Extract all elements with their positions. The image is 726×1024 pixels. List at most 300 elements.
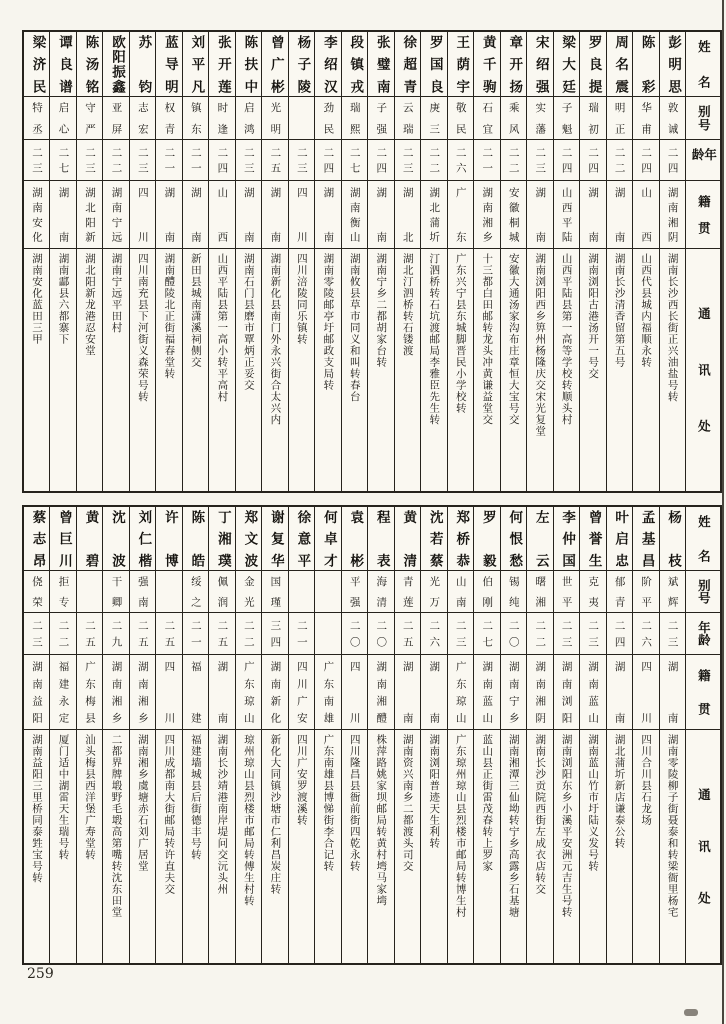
header-address-text: 通讯处 <box>696 307 712 433</box>
address-text: 四川成都南大街邮局转许直夫交 <box>163 734 176 895</box>
age-cell <box>262 612 287 654</box>
header-alias-cell <box>686 96 720 139</box>
address-cell <box>474 729 499 963</box>
name-cell <box>474 507 499 570</box>
native-text: 湖南 <box>666 661 679 723</box>
address-text: 安徽大通汤家沟布庄章恒大宝号交 <box>507 253 520 426</box>
age-text: 二二 <box>110 147 123 173</box>
alias-cell <box>580 570 605 612</box>
name-text: 陈彩 <box>638 35 655 93</box>
native-cell <box>156 180 181 248</box>
age-cell <box>209 612 234 654</box>
native-cell <box>315 180 340 248</box>
alias-cell <box>77 96 102 139</box>
alias-cell <box>395 570 420 612</box>
alias-text: 强南 <box>136 576 149 607</box>
header-age-text: 年龄 <box>696 621 712 646</box>
name-text: 陈扶中 <box>241 35 258 93</box>
native-cell <box>607 654 632 729</box>
address-cell <box>103 729 128 963</box>
person-column <box>367 32 393 491</box>
name-cell <box>77 507 102 570</box>
native-text: 湖南宁乡 <box>507 661 520 723</box>
address-text: 新化大同镇沙塘市仁利昌炭庄转 <box>269 734 282 895</box>
native-cell <box>183 180 208 248</box>
age-text: 二五 <box>163 620 176 647</box>
name-cell <box>130 32 155 96</box>
age-cell <box>395 612 420 654</box>
alias-cell <box>580 96 605 139</box>
person-column <box>447 32 473 491</box>
address-cell <box>315 729 340 963</box>
native-text: 湖南 <box>401 661 414 723</box>
age-cell <box>24 139 49 180</box>
alias-text: 青莲 <box>401 576 414 607</box>
native-text: 湖南 <box>57 187 70 242</box>
name-cell <box>421 507 446 570</box>
address-text: 湖南长沙清香留第五号 <box>613 253 626 368</box>
address-text: 湖南安化蓝田三甲 <box>30 253 43 345</box>
alias-cell <box>342 96 367 139</box>
name-text: 谭良谱 <box>55 35 72 93</box>
name-cell <box>633 507 658 570</box>
address-text: 湖南宁乡二都胡家台转 <box>375 253 388 368</box>
address-cell <box>660 248 685 491</box>
header-age-cell <box>686 612 720 654</box>
native-text: 湖南 <box>163 187 176 242</box>
alias-text: 乘风 <box>507 102 520 134</box>
address-text: 山西平陆县第一高等学校转顺头村 <box>560 253 573 426</box>
alias-cell <box>156 570 181 612</box>
header-alias-text: 别号 <box>696 105 712 131</box>
person-column <box>579 507 605 963</box>
age-text: 二〇 <box>348 620 361 647</box>
name-cell <box>368 507 393 570</box>
alias-text: 金光 <box>242 576 255 607</box>
age-text: 二三 <box>295 147 308 173</box>
native-text: 广东琼山 <box>242 661 255 723</box>
alias-text: 光万 <box>428 576 441 607</box>
address-cell <box>342 248 367 491</box>
name-text: 杨子陵 <box>294 35 311 93</box>
address-cell <box>368 729 393 963</box>
person-column <box>235 32 261 491</box>
alias-text: 锡纯 <box>507 576 520 607</box>
native-text: 山西 <box>216 187 229 242</box>
age-text: 二二 <box>242 620 255 647</box>
age-text: 二二 <box>57 620 70 647</box>
person-column <box>49 32 75 491</box>
name-text: 罗良提 <box>585 35 602 93</box>
address-text: 湖南新化县南门外永兴街合太兴内 <box>269 253 282 426</box>
person-column <box>49 507 75 963</box>
name-cell <box>289 507 314 570</box>
name-cell <box>448 507 473 570</box>
address-text: 四川合川县石龙场 <box>640 734 653 826</box>
alias-cell <box>77 570 102 612</box>
name-cell <box>607 507 632 570</box>
name-text: 梁大廷 <box>559 35 576 93</box>
native-cell <box>156 654 181 729</box>
address-cell <box>262 248 287 491</box>
alias-cell <box>183 96 208 139</box>
name-text: 杨枝 <box>665 510 682 567</box>
name-cell <box>554 507 579 570</box>
native-cell <box>395 180 420 248</box>
name-text: 段镇戎 <box>347 35 364 93</box>
address-text: 湖南益阳三里桥同泰甡宝号转 <box>30 734 43 884</box>
native-text: 湖南衡山 <box>348 187 361 242</box>
person-column <box>341 507 367 963</box>
age-text: 二一 <box>295 620 308 647</box>
person-column <box>182 32 208 491</box>
native-cell <box>236 654 261 729</box>
person-column <box>261 507 287 963</box>
native-cell <box>474 180 499 248</box>
age-cell <box>554 612 579 654</box>
name-text: 左云 <box>532 510 549 567</box>
native-cell <box>130 654 155 729</box>
native-text: 湖南湘乡 <box>481 187 494 242</box>
age-cell <box>209 139 234 180</box>
alias-cell <box>236 570 261 612</box>
native-text: 湖北 <box>401 187 414 242</box>
person-column <box>394 32 420 491</box>
name-cell <box>501 507 526 570</box>
native-cell <box>130 180 155 248</box>
age-text: 二三 <box>454 620 467 647</box>
name-text: 许博 <box>161 510 178 567</box>
age-text: 二〇 <box>507 620 520 647</box>
alias-text: 志宏 <box>136 102 149 134</box>
alias-text: 瑞熙 <box>348 102 361 134</box>
address-cell <box>421 729 446 963</box>
alias-text: 郁青 <box>613 576 626 607</box>
age-cell <box>474 139 499 180</box>
name-text: 曾巨川 <box>55 510 72 567</box>
native-cell <box>24 654 49 729</box>
alias-text: 海清 <box>375 576 388 607</box>
header-column <box>685 507 720 963</box>
native-cell <box>580 180 605 248</box>
person-column <box>526 32 552 491</box>
address-text: 湖南宁远平田村 <box>110 253 123 334</box>
alias-text: 敬民 <box>454 102 467 134</box>
address-cell <box>660 729 685 963</box>
person-column <box>129 32 155 491</box>
native-text: 湖南蓝山 <box>587 661 600 723</box>
address-text: 湖南长沙西长街正兴油盐号转 <box>666 253 679 403</box>
native-text: 湖南 <box>269 187 282 242</box>
native-cell <box>501 654 526 729</box>
address-text: 四川广安罗渡溪转 <box>295 734 308 826</box>
person-column <box>208 32 234 491</box>
address-cell <box>289 248 314 491</box>
native-cell <box>527 654 552 729</box>
name-cell <box>395 507 420 570</box>
alias-cell <box>209 570 234 612</box>
native-cell <box>421 180 446 248</box>
name-cell <box>368 32 393 96</box>
native-cell <box>660 654 685 729</box>
native-text: 湖南 <box>375 187 388 242</box>
header-native-cell <box>686 180 720 248</box>
age-text: 二一 <box>189 147 202 173</box>
age-cell <box>580 612 605 654</box>
address-cell <box>103 248 128 491</box>
age-cell <box>448 612 473 654</box>
alias-cell <box>262 570 287 612</box>
name-text: 黄清 <box>400 510 417 567</box>
age-cell <box>527 612 552 654</box>
alias-cell <box>130 96 155 139</box>
address-text: 广东兴宁县东城脚晋民小学校转 <box>454 253 467 414</box>
address-text: 湖南浏阳古港汤开一号交 <box>587 253 600 380</box>
age-text: 二四 <box>666 147 679 173</box>
name-text: 彭明思 <box>665 35 682 93</box>
name-text: 梁济民 <box>29 35 46 93</box>
person-column <box>473 507 499 963</box>
header-address-cell <box>686 729 720 963</box>
native-text: 四川广安 <box>295 661 308 723</box>
address-text: 湖南湘乡虞塘赤石刘广居堂 <box>136 734 149 872</box>
native-cell <box>501 180 526 248</box>
name-cell <box>607 32 632 96</box>
name-text: 谢复华 <box>267 510 284 567</box>
address-text: 湖南攸县草市同义和叫转春台 <box>348 253 361 403</box>
alias-text: 守严 <box>83 102 96 134</box>
age-cell <box>474 612 499 654</box>
native-cell <box>262 654 287 729</box>
age-text: 二三 <box>560 620 573 647</box>
person-column <box>659 32 685 491</box>
alias-text: 子魁 <box>560 102 573 134</box>
age-cell <box>395 139 420 180</box>
name-cell <box>183 507 208 570</box>
header-name-cell <box>686 32 720 96</box>
alias-text: 佩润 <box>216 576 229 607</box>
address-cell <box>130 729 155 963</box>
native-cell <box>236 180 261 248</box>
name-text: 宋绍强 <box>532 35 549 93</box>
address-cell <box>209 729 234 963</box>
name-cell <box>289 32 314 96</box>
directory-table-top <box>22 30 722 493</box>
age-text: 二三 <box>83 147 96 173</box>
alias-text: 克夷 <box>587 576 600 607</box>
native-text: 福建 <box>189 661 202 723</box>
name-text: 张开莲 <box>214 35 231 93</box>
age-text: 二一 <box>189 620 202 647</box>
age-cell <box>580 139 605 180</box>
name-cell <box>448 32 473 96</box>
header-age-text: 年龄 <box>690 148 718 161</box>
address-cell <box>77 248 102 491</box>
age-text: 二四 <box>322 147 335 173</box>
alias-cell <box>474 96 499 139</box>
age-text: 二四 <box>613 620 626 647</box>
name-text: 程表 <box>373 510 390 567</box>
name-cell <box>130 507 155 570</box>
age-cell <box>607 612 632 654</box>
address-text: 蓝山县正街雷茂春转上罗家 <box>481 734 494 872</box>
address-text: 广东琼州琼山县烈楼市邮局转博生村 <box>454 734 467 918</box>
native-cell <box>77 180 102 248</box>
native-text: 湖南新化 <box>269 661 282 723</box>
native-cell <box>660 180 685 248</box>
person-column <box>632 507 658 963</box>
address-cell <box>209 248 234 491</box>
alias-text: 拒专 <box>57 576 70 607</box>
name-text: 罗国良 <box>426 35 443 93</box>
address-cell <box>501 729 526 963</box>
native-cell <box>554 180 579 248</box>
alias-text: 亚屏 <box>110 102 123 134</box>
address-text: 湖南浏阳东乡小溪平安洲元吉生号转 <box>560 734 573 918</box>
address-text: 湖南零陵柳子街聂泰和转梁衙里杨宅 <box>666 734 679 918</box>
native-cell <box>209 180 234 248</box>
age-text: 二四 <box>216 147 229 173</box>
native-cell <box>395 654 420 729</box>
name-text: 何卓才 <box>320 510 337 567</box>
native-text: 湖南 <box>216 661 229 723</box>
name-text: 沈若蔡 <box>426 510 443 567</box>
name-cell <box>633 32 658 96</box>
native-cell <box>474 654 499 729</box>
alias-text: 庚三 <box>428 102 441 134</box>
address-cell <box>554 729 579 963</box>
native-cell <box>209 654 234 729</box>
name-cell <box>554 32 579 96</box>
name-cell <box>156 32 181 96</box>
age-cell <box>289 612 314 654</box>
alias-cell <box>660 96 685 139</box>
native-cell <box>368 180 393 248</box>
native-text: 四川 <box>348 661 361 723</box>
native-text: 湖北蒲圻 <box>428 187 441 242</box>
address-cell <box>262 729 287 963</box>
alias-cell <box>342 570 367 612</box>
name-cell <box>103 507 128 570</box>
alias-cell <box>50 570 75 612</box>
native-cell <box>633 180 658 248</box>
native-text: 湖南宁远 <box>110 187 123 242</box>
native-text: 湖南 <box>322 187 335 242</box>
name-cell <box>580 32 605 96</box>
alias-text: 启鸿 <box>242 102 255 134</box>
address-text: 湖南酃县六都寨下 <box>57 253 70 345</box>
alias-cell <box>24 96 49 139</box>
alias-cell <box>183 570 208 612</box>
age-text: 二三 <box>534 147 547 173</box>
alias-text: 光明 <box>269 102 282 134</box>
address-text: 新田县城南潇溪祠侧交 <box>189 253 202 368</box>
name-text: 孟基昌 <box>638 510 655 567</box>
alias-text: 侥荣 <box>30 576 43 607</box>
name-cell <box>209 32 234 96</box>
alias-text: 镇东 <box>189 102 202 134</box>
name-cell <box>262 507 287 570</box>
person-column <box>129 507 155 963</box>
person-column <box>208 507 234 963</box>
alias-text: 云瑞 <box>401 102 414 134</box>
native-text: 湖南 <box>613 187 626 242</box>
address-text: 四川南充县下河街义森荣号转 <box>136 253 149 403</box>
address-text: 十三都白田邮转龙头冲黄谦益堂交 <box>481 253 494 426</box>
alias-text: 阶平 <box>640 576 653 607</box>
alias-text: 华甫 <box>640 102 653 134</box>
name-cell <box>580 507 605 570</box>
alias-cell <box>554 96 579 139</box>
alias-cell <box>633 570 658 612</box>
native-text: 湖南湘乡 <box>110 661 123 723</box>
alias-text: 实藩 <box>534 102 547 134</box>
age-cell <box>368 612 393 654</box>
alias-text: 国瑾 <box>269 576 282 607</box>
address-text: 四川隆昌县衙前街四乾永转 <box>348 734 361 872</box>
name-text: 罗毅 <box>479 510 496 567</box>
age-cell <box>660 612 685 654</box>
name-cell <box>183 32 208 96</box>
age-text: 二七 <box>481 620 494 647</box>
person-column <box>102 507 128 963</box>
age-text: 二六 <box>428 620 441 647</box>
address-cell <box>236 248 261 491</box>
name-text: 黄碧 <box>82 510 99 567</box>
address-cell <box>395 248 420 491</box>
name-text: 何恨愁 <box>506 510 523 567</box>
native-text: 湖南湘醴 <box>375 661 388 723</box>
native-cell <box>368 654 393 729</box>
age-text: 二一 <box>481 147 494 173</box>
name-cell <box>236 507 261 570</box>
name-cell <box>660 32 685 96</box>
alias-text: 敦诚 <box>666 102 679 134</box>
alias-cell <box>130 570 155 612</box>
alias-cell <box>448 570 473 612</box>
alias-cell <box>607 96 632 139</box>
age-text: 二七 <box>57 147 70 173</box>
native-text: 湖南益阳 <box>30 661 43 723</box>
age-cell <box>527 139 552 180</box>
address-text: 株萍路姚家坝邮局转黄村塆马家塆 <box>375 734 388 907</box>
age-cell <box>448 139 473 180</box>
person-column <box>526 507 552 963</box>
person-column <box>659 507 685 963</box>
age-cell <box>262 139 287 180</box>
native-text: 四川 <box>295 187 308 242</box>
person-column <box>341 32 367 491</box>
alias-cell <box>633 96 658 139</box>
address-cell <box>156 729 181 963</box>
native-cell <box>421 654 446 729</box>
header-address-cell <box>686 248 720 491</box>
age-cell <box>236 612 261 654</box>
native-text: 山西平陆 <box>560 187 573 242</box>
person-column <box>606 32 632 491</box>
alias-cell <box>395 96 420 139</box>
native-cell <box>103 654 128 729</box>
address-cell <box>395 729 420 963</box>
alias-cell <box>289 570 314 612</box>
age-cell <box>77 612 102 654</box>
age-text: 二四 <box>587 147 600 173</box>
scan-smudge <box>684 1009 698 1016</box>
alias-text: 绥之 <box>189 576 202 607</box>
native-cell <box>103 180 128 248</box>
name-cell <box>342 507 367 570</box>
age-text: 二四 <box>640 147 653 173</box>
